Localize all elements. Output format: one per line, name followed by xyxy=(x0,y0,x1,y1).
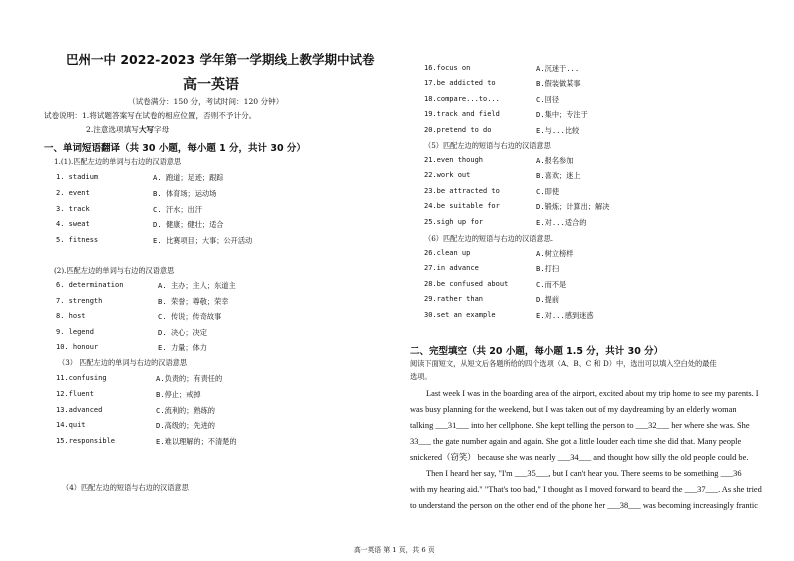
match-right-item: E.与...比较 xyxy=(536,125,580,135)
match-left-item: 29.rather than xyxy=(424,295,484,304)
match-row xyxy=(56,343,356,355)
match-right-item: B.打扫 xyxy=(536,264,560,274)
match-row xyxy=(56,220,356,232)
match-right-item: E.对...适合的 xyxy=(536,217,587,227)
exam-title: 巴州一中 2022-2023 学年第一学期线上教学期中试卷 xyxy=(66,52,375,67)
notes-label: 试卷说明：1.将试题答案写在试卷的相应位置，否则不予计分。 xyxy=(44,111,257,120)
match-row xyxy=(56,374,356,386)
match-left-item: 23.be attracted to xyxy=(424,186,500,195)
match-row xyxy=(424,202,724,214)
match-row xyxy=(56,421,356,433)
passage-line: to understand the person on the other end of the phone her ___38___ was becoming increasingly frantic xyxy=(410,501,758,510)
match-left-item: 24.be suitable for xyxy=(424,202,500,211)
match-row xyxy=(56,281,356,293)
match-left-item: 7. strength xyxy=(56,296,103,305)
match-row xyxy=(56,328,356,340)
match-right-item: C.即使 xyxy=(536,186,560,196)
exam-info: （试卷满分：150 分，考试时间：120 分钟） xyxy=(128,97,284,106)
match-row xyxy=(56,236,356,248)
match-row xyxy=(424,264,724,276)
part2-instruction-1: 阅读下面短文，从短文后各题所给的四个选项（A、B、C 和 D）中，选出可以填入空白处的最佳 xyxy=(410,359,717,368)
group5-title: （5）匹配左边的短语与右边的汉语意思 xyxy=(424,141,551,150)
match-row xyxy=(424,187,724,199)
group6-title: （6）匹配左边的短语与右边的汉语意思. xyxy=(424,234,554,243)
match-left-item: 13.advanced xyxy=(56,405,103,414)
match-right-item: A.沉迷于... xyxy=(536,64,580,73)
match-right-item: B. 体育场；运动场 xyxy=(153,188,217,198)
passage-line: Then I heard her say, "I'm ___35___, but I can't hear you. There seems to be something ___36 xyxy=(426,469,742,478)
match-row xyxy=(424,311,724,323)
match-right-item: E. 比赛项目；大事；公开活动 xyxy=(153,236,253,246)
match-left-item: 1. stadium xyxy=(56,173,99,181)
match-right-item: D.提前 xyxy=(536,295,560,305)
match-left-item: 21.even though xyxy=(424,156,484,164)
match-row xyxy=(424,79,724,91)
match-row xyxy=(424,218,724,230)
match-row xyxy=(424,156,724,168)
match-row xyxy=(424,110,724,122)
match-left-item: 6. determination xyxy=(56,281,124,289)
match-right-item: A.报名参加 xyxy=(536,156,574,165)
match-right-item: D. 健康；健壮；适合 xyxy=(153,220,224,230)
match-row xyxy=(424,126,724,138)
match-row xyxy=(424,295,724,307)
match-left-item: 28.be confused about xyxy=(424,279,509,288)
match-left-item: 5. fitness xyxy=(56,236,99,245)
match-left-item: 8. host xyxy=(56,312,86,320)
match-row xyxy=(56,390,356,402)
match-row xyxy=(56,173,356,185)
match-left-item: 25.sigh up for xyxy=(424,217,484,226)
match-left-item: 17.be addicted to xyxy=(424,79,496,88)
match-row xyxy=(56,437,356,449)
part2-instruction-2: 选项。 xyxy=(410,372,432,381)
match-row xyxy=(56,297,356,309)
match-row xyxy=(56,406,356,418)
match-left-item: 15.responsible xyxy=(56,437,116,446)
match-row xyxy=(424,249,724,261)
match-left-item: 22.work out xyxy=(424,171,471,180)
match-left-item: 11.confusing xyxy=(56,374,107,382)
passage-line: 33___ the gate number again and again. She got a little louder each time she did that. Many people xyxy=(410,437,742,446)
match-right-item: B.喜欢；迷上 xyxy=(536,171,581,181)
passage-line: talking ___31___ into her cellphone. She kept telling the person to ___32___ her where she was. She xyxy=(410,421,750,430)
match-row xyxy=(56,312,356,324)
match-row xyxy=(424,280,724,292)
match-left-item: 19.track and field xyxy=(424,110,500,119)
match-right-item: D. 决心；决定 xyxy=(158,327,207,337)
match-right-item: C. 汗水；出汗 xyxy=(153,204,202,214)
passage-line: with my hearing aid." "That's too bad," I thought as I moved forward to beard the ___37___. As she tried xyxy=(410,485,762,494)
group2-title: (2).匹配左边的单词与右边的汉语意思 xyxy=(54,266,175,275)
match-right-item: C.而不是 xyxy=(536,279,567,289)
match-right-item: C.流利的；熟练的 xyxy=(156,405,215,415)
match-right-item: D.集中；专注于 xyxy=(536,110,588,120)
group1-title: 1.(1).匹配左边的单词与右边的汉语意思 xyxy=(54,157,182,166)
match-left-item: 30.set an example xyxy=(424,310,496,319)
match-right-item: B.假装做某事 xyxy=(536,79,581,89)
match-left-item: 12.fluent xyxy=(56,389,94,398)
match-right-item: A.负责的；有责任的 xyxy=(156,374,223,383)
match-row xyxy=(424,171,724,183)
match-right-item: A. 跑道；足迹；跟踪 xyxy=(153,173,224,182)
group3-title: （3） 匹配左边的单词与右边的汉语意思 xyxy=(58,358,188,367)
match-right-item: D.高级的；先进的 xyxy=(156,421,215,431)
match-left-item: 16.focus on xyxy=(424,64,471,72)
note-2: 2.注意选项填写大写字母 xyxy=(86,125,170,134)
match-right-item: B. 荣誉；尊敬；荣幸 xyxy=(158,296,229,306)
exam-subject: 高一英语 xyxy=(183,77,239,93)
match-left-item: 27.in advance xyxy=(424,264,479,273)
match-right-item: E.难以理解的；不清楚的 xyxy=(156,437,237,447)
match-right-item: E.对...感到迷惑 xyxy=(536,310,594,320)
match-right-item: D.锻炼；计算出；解决 xyxy=(536,202,610,212)
passage-line: snickered（窃笑） because she was nearly ___34___ and thought how silly the old people could be. xyxy=(410,453,749,462)
match-row xyxy=(424,64,724,76)
passage-line: Last week I was in the boarding area of the airport, excited about my trip home to see my parents. I xyxy=(426,389,759,398)
match-right-item: B.停止；戒掉 xyxy=(156,389,201,399)
match-left-item: 9. legend xyxy=(56,327,94,336)
match-left-item: 4. sweat xyxy=(56,220,90,229)
match-left-item: 10. honour xyxy=(56,343,99,351)
match-row xyxy=(56,205,356,217)
match-left-item: 14.quit xyxy=(56,421,86,430)
passage-line: was busy planning for the weekend, but I was taken out of my daydreaming by an elderly woman xyxy=(410,405,737,414)
match-right-item: E. 力量；体力 xyxy=(158,343,207,352)
page-footer: 高一英语 第 1 页，共 6 页 xyxy=(354,546,435,554)
match-right-item: C.回径 xyxy=(536,94,560,104)
match-right-item: A.树立榜样 xyxy=(536,249,574,258)
match-left-item: 3. track xyxy=(56,204,90,213)
match-left-item: 20.pretend to do xyxy=(424,125,492,134)
match-left-item: 26.clean up xyxy=(424,249,471,257)
group4-title: （4）匹配左边的短语与右边的汉语意思 xyxy=(62,483,189,492)
part1-heading: 一、单词短语翻译（共 30 小题，每小题 1 分，共计 30 分） xyxy=(44,143,306,154)
match-right-item: A. 主办；主人；东道主 xyxy=(158,281,236,290)
match-row xyxy=(56,189,356,201)
match-right-item: C. 传说；传奇故事 xyxy=(158,312,222,321)
match-left-item: 18.compare...to... xyxy=(424,94,500,103)
part2-heading: 二、完型填空（共 20 小题，每小题 1.5 分，共计 30 分） xyxy=(410,346,664,357)
match-row xyxy=(424,95,724,107)
match-left-item: 2. event xyxy=(56,188,90,197)
